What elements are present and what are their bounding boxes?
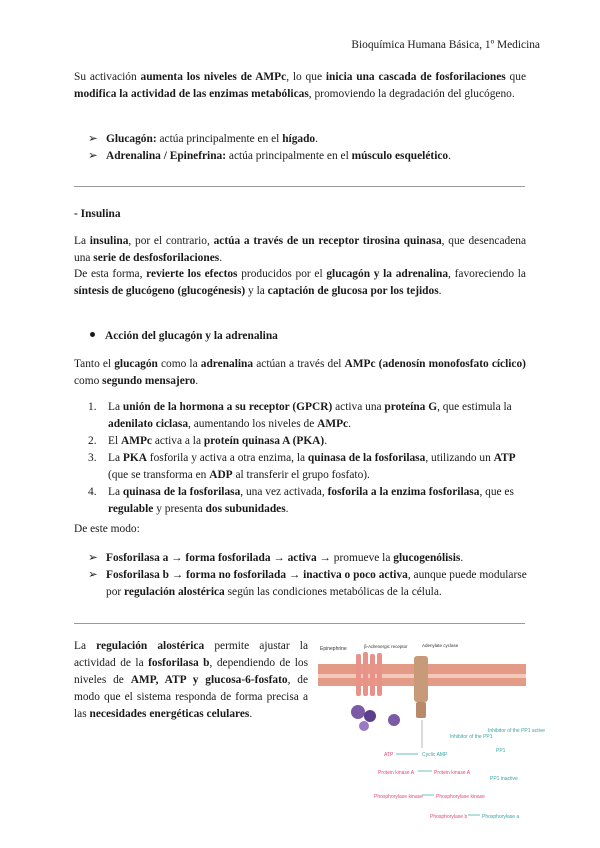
label-epinephrine: Epinephrine (320, 646, 347, 652)
label-atp: ATP (384, 752, 394, 758)
bullet-dot (90, 332, 95, 337)
insulin-paragraph-1: La insulina, por el contrario, actúa a través de un receptor tirosina quinasa, que desencadena una serie de desfosforilaciones. (74, 235, 526, 264)
g-protein-alpha (351, 705, 365, 719)
glycogenolysis-signaling-diagram (318, 640, 545, 826)
list-item: ➢ Fosforilasa a → forma fosforilada → activa → promueve la glucogenólisis. (88, 552, 464, 564)
label-inhibitor-active: Inhibitor of the PP1 active (488, 728, 545, 734)
list-item: 2. El AMPc activa a la proteín quinasa A (PKA). (88, 435, 328, 447)
list-item: ➢ Fosforilasa b → forma no fosforilada → inactiva o poco activa, aunque puede modularse por regulación alostérica según las condiciones metabólicas de la célula. (88, 569, 527, 598)
label-camp: Cyclic AMP (422, 752, 448, 758)
divider (74, 186, 525, 187)
insulin-heading: - Insulina (74, 208, 121, 220)
list-item: 4. La quinasa de la fosforilasa, una vez activada, fosforila a la enzima fosforilasa, que es regulable y presenta dos subunidades. (88, 486, 514, 515)
label-cyclase: Adenylate cyclase (422, 643, 459, 648)
label-receptor: β-Adrenergic receptor (364, 644, 408, 649)
list-item: 1. La unión de la hormona a su receptor (GPCR) activa una proteína G, que estimula la adenilato ciclasa, aumentando los niveles de AMPc. (88, 401, 512, 430)
list-item: ➢ Glucagón: actúa principalmente en el hígado. (88, 133, 318, 145)
intro-paragraph: Su activación aumenta los niveles de AMPc, lo que inicia una cascada de fosforilaciones que modifica la actividad de las enzimas metabólicas, promoviendo la degradación del glucógeno. (74, 71, 526, 100)
list-item: 3. La PKA fosforila y activa a otra enzima, la quinasa de la fosforilasa, utilizando un ATP (que se transforma en ADP al transferir el grupo fosfato). (88, 452, 516, 481)
g-protein-alpha-active (388, 714, 400, 726)
ampc-paragraph: Tanto el glucagón como la adrenalina actúan a través del AMPc (adenosín monofosfato cíclico) como segundo mensajero. (74, 358, 526, 387)
adenylate-cyclase (414, 656, 428, 702)
insulin-paragraph-2: De esta forma, revierte los efectos producidos por el glucagón y la adrenalina, favoreciendo la síntesis de glucógeno (glucogénesis) y la captación de glucosa por los tejidos. (74, 268, 526, 297)
label-pka-inactive: Protein kinase A (378, 770, 415, 776)
label-pp1: PP1 (496, 748, 506, 754)
steps-list (88, 399, 528, 518)
mode-line: De este modo: (74, 523, 140, 535)
list-item: ➢ Adrenalina / Epinefrina: actúa principalmente en el músculo esquelético. (88, 150, 451, 162)
label-inhibitor: Inhibitor of the PP1 (450, 734, 493, 740)
label-phos-a: Phosphorylase a (482, 814, 520, 820)
hormone-list (88, 131, 528, 165)
g-protein-beta (364, 710, 376, 722)
divider (74, 623, 525, 624)
label-pka-active: Protein kinase A (434, 770, 471, 776)
label-phos-b: Phosphorylase b (430, 814, 468, 820)
g-protein-gamma (359, 721, 369, 731)
label-phk-active: Phosphorylase kinase (436, 794, 485, 800)
page-header: Bioquímica Humana Básica, 1º Medicina (351, 39, 540, 51)
label-pp1-inactive: PP1 inactive (490, 776, 518, 782)
phosphorylase-list (88, 550, 528, 601)
allosteric-paragraph: La regulación alostérica permite ajustar la actividad de la fosforilasa b, dependiendo de los niveles de AMP, ATP y glucosa-6-fosfato, de modo que el sistema responda de forma precisa a las necesidades energéticas celulares. (74, 640, 309, 720)
section-bullet: Acción del glucagón y la adrenalina (90, 328, 278, 345)
cyclase-catalytic (416, 702, 426, 718)
label-phk-inactive: Phosphorylase kinase (374, 794, 423, 800)
